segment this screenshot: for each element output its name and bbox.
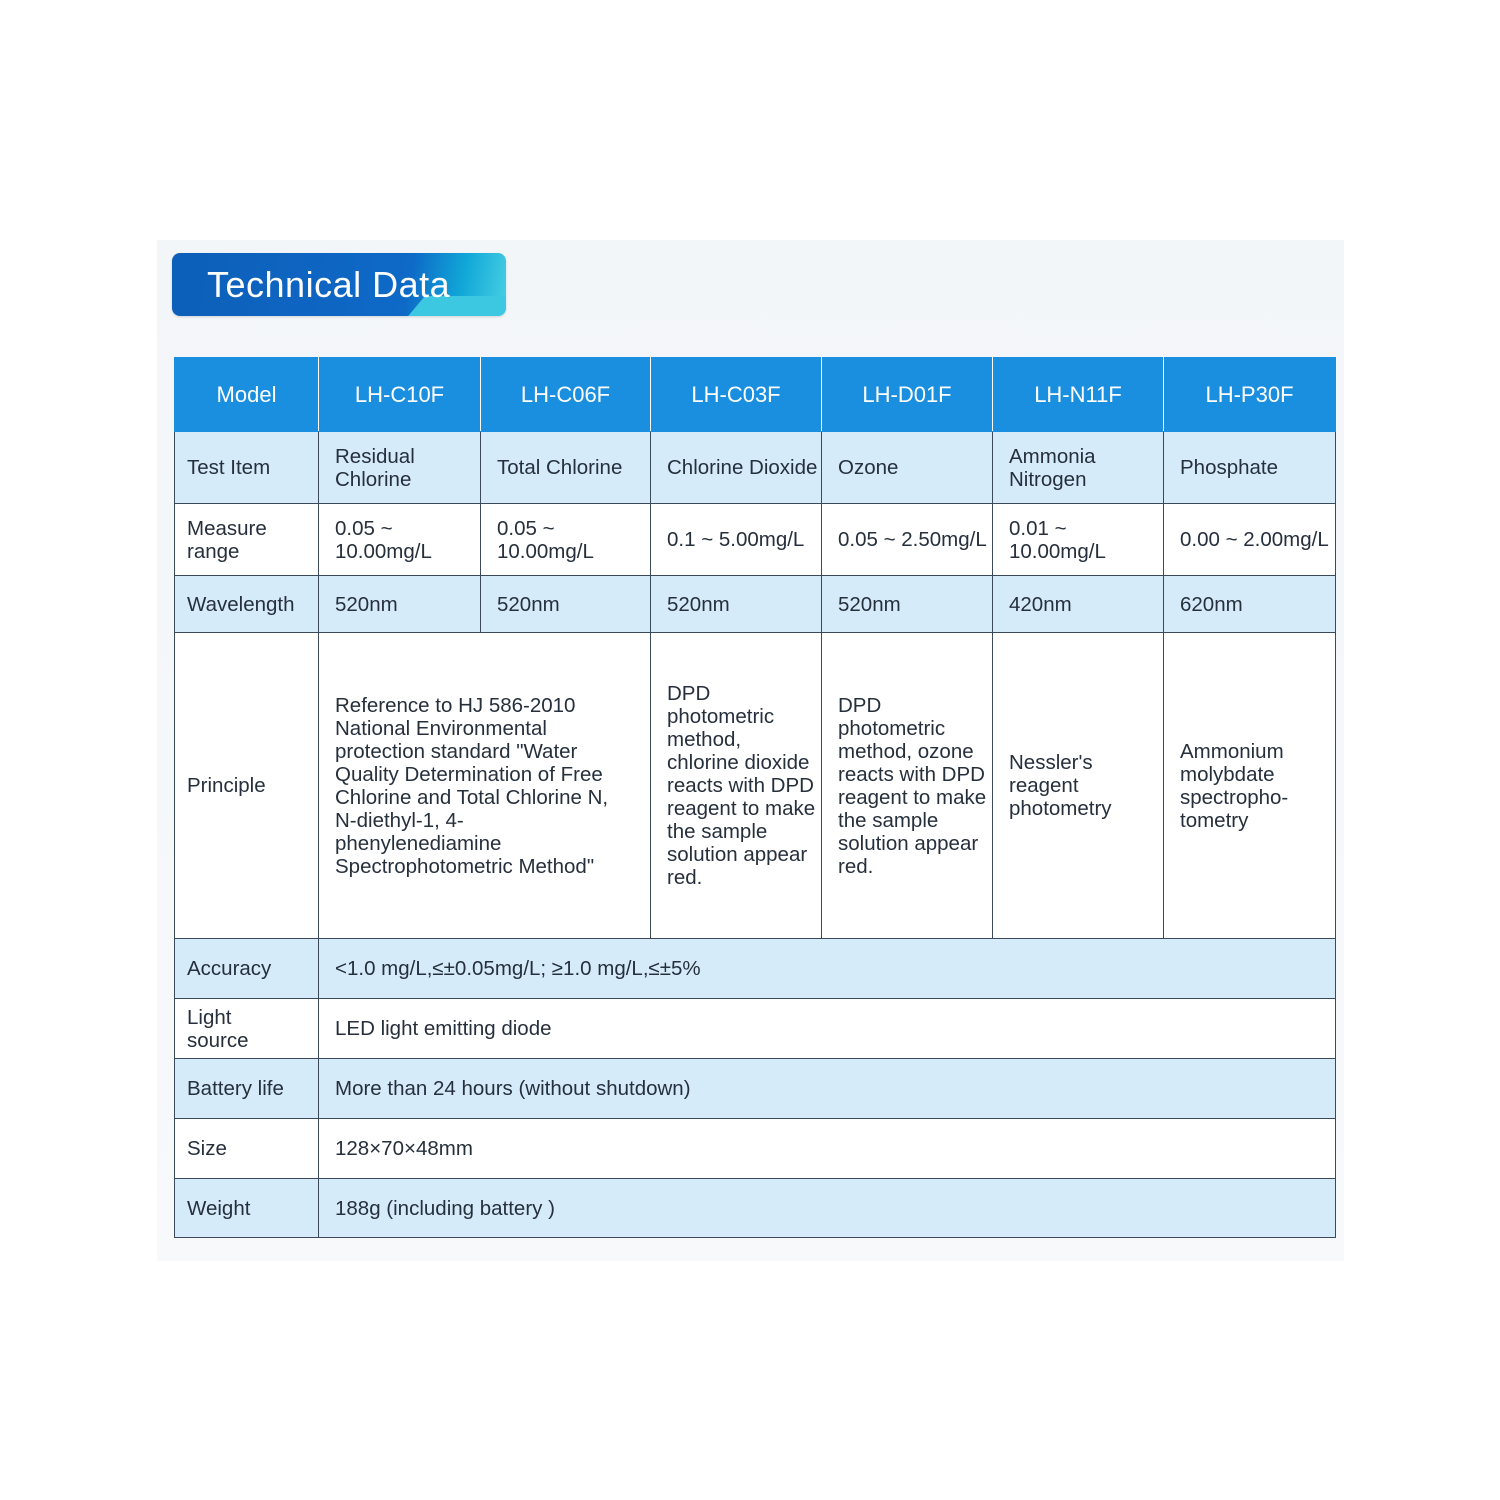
title-badge	[172, 253, 506, 316]
test-item-row	[175, 432, 1336, 504]
table-cell: <1.0 mg/L,≤±0.05mg/L; ≥1.0 mg/L,≤±5%	[319, 939, 1336, 999]
model-header-cell: LH-N11F	[993, 358, 1164, 432]
row-label: Wavelength	[175, 576, 319, 633]
principle-row	[175, 633, 1336, 939]
row-label: Principle	[175, 633, 319, 939]
row-label: Battery life	[175, 1059, 319, 1119]
table-cell: 0.05 ~ 10.00mg/L	[481, 504, 651, 576]
row-label: Weight	[175, 1179, 319, 1238]
table-cell: 0.01 ~ 10.00mg/L	[993, 504, 1164, 576]
table-cell: Ozone	[822, 432, 993, 504]
table-cell: Chlorine Dioxide	[651, 432, 822, 504]
model-header-cell: LH-P30F	[1164, 358, 1336, 432]
table-cell: Ammonium molybdate spectropho-tometry	[1164, 633, 1336, 939]
table-cell: 620nm	[1164, 576, 1336, 633]
model-header-cell: LH-C10F	[319, 358, 481, 432]
table-cell: Residual Chlorine	[319, 432, 481, 504]
table-cell: Nessler's reagent photometry	[993, 633, 1164, 939]
header-row	[175, 358, 1336, 432]
table-cell: 420nm	[993, 576, 1164, 633]
table-cell: 520nm	[481, 576, 651, 633]
row-label: Measure range	[175, 504, 319, 576]
table-cell: Ammonia Nitrogen	[993, 432, 1164, 504]
row-label: Size	[175, 1119, 319, 1179]
table-cell: DPD photometric method, chlorine dioxide reacts with DPD reagent to make the sample solution appear red.	[651, 633, 822, 939]
model-header-cell: LH-D01F	[822, 358, 993, 432]
technical-data-table	[174, 357, 1336, 1238]
table-cell: Total Chlorine	[481, 432, 651, 504]
battery-life-row	[175, 1059, 1336, 1119]
table-cell: 0.1 ~ 5.00mg/L	[651, 504, 822, 576]
table-cell: LED light emitting diode	[319, 999, 1336, 1059]
table-cell: 0.05 ~ 2.50mg/L	[822, 504, 993, 576]
row-label: Accuracy	[175, 939, 319, 999]
weight-row	[175, 1179, 1336, 1238]
size-row	[175, 1119, 1336, 1179]
table-cell: 128×70×48mm	[319, 1119, 1336, 1179]
row-label: Light source	[175, 999, 319, 1059]
table-cell: 0.05 ~ 10.00mg/L	[319, 504, 481, 576]
measure-range-row	[175, 504, 1336, 576]
table-cell: Reference to HJ 586-2010 National Environmental protection standard "Water Quality Determination of Free Chlorine and Total Chlorine N, N-diethyl-1, 4-phenylenediamine Spectrophotometric Method"	[319, 633, 651, 939]
table-cell: DPD photometric method, ozone reacts with DPD reagent to make the sample solution appear red.	[822, 633, 993, 939]
table-cell: 520nm	[319, 576, 481, 633]
table-cell: 0.00 ~ 2.00mg/L	[1164, 504, 1336, 576]
model-header: Model	[175, 358, 319, 432]
table-cell: 520nm	[822, 576, 993, 633]
light-source-row	[175, 999, 1336, 1059]
model-header-cell: LH-C03F	[651, 358, 822, 432]
wavelength-row	[175, 576, 1336, 633]
table-cell: 520nm	[651, 576, 822, 633]
table-cell: Phosphate	[1164, 432, 1336, 504]
table-cell: 188g (including battery )	[319, 1179, 1336, 1238]
row-label: Test Item	[175, 432, 319, 504]
accuracy-row	[175, 939, 1336, 999]
model-header-cell: LH-C06F	[481, 358, 651, 432]
table-cell: More than 24 hours (without shutdown)	[319, 1059, 1336, 1119]
page-title: Technical Data	[207, 264, 451, 305]
